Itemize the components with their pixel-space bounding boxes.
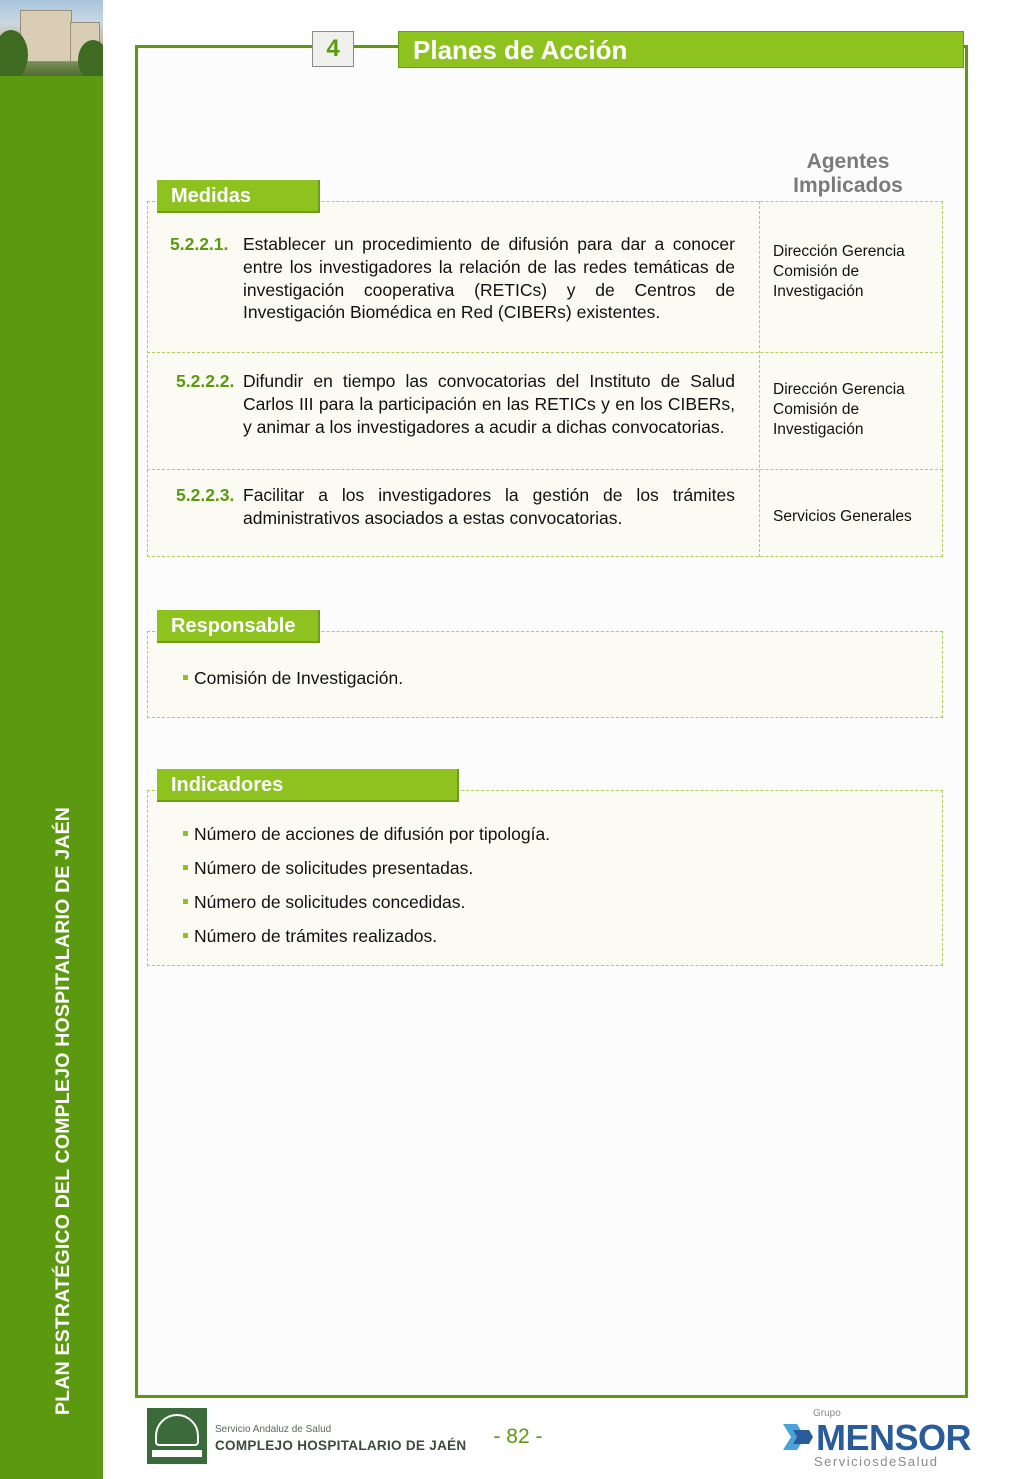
mensor-emblem-icon [783, 1422, 813, 1452]
medidas-row-divider [147, 352, 943, 353]
agente-item: Comisión de Investigación [773, 263, 864, 300]
indicadores-tab: Indicadores [157, 769, 459, 802]
indicador-item: Número de acciones de difusión por tipología. [183, 817, 550, 851]
medidas-column-divider [759, 201, 760, 557]
medida-text: Facilitar a los investigadores la gestión de los trámites administrativos asociados a estas convocatorias. [243, 485, 735, 528]
agente-list [773, 380, 938, 440]
grupo-label: Grupo [813, 1408, 841, 1419]
medidas-row-divider [147, 469, 943, 470]
medida-text: Difundir en tiempo las convocatorias del Instituto de Salud Carlos III para la participación en las RETICs y en los CIBERs, y animar a los investigadores a acudir a dichas convocatorias. [243, 371, 735, 437]
document-vertical-title: PLAN ESTRATÉGICO DEL COMPLEJO HOSPITALARIO DE JAÉN [52, 806, 74, 1415]
hospital-photo [0, 0, 103, 76]
chapter-number: 4 [312, 31, 354, 67]
medida-item [176, 370, 735, 438]
sidebar [0, 0, 103, 1479]
medida-item [170, 233, 735, 324]
chj-label: COMPLEJO HOSPITALARIO DE JAÉN [215, 1438, 467, 1453]
bullet-square-icon [183, 675, 188, 680]
agentes-implicados-header: Agentes Implicados [793, 150, 903, 197]
bullet-square-icon [183, 899, 188, 904]
medida-item [176, 484, 735, 530]
medida-code: 5.2.2.1. [170, 234, 229, 254]
agente-list [773, 242, 938, 302]
bullet-square-icon [183, 865, 188, 870]
chapter-title: Planes de Acción [398, 31, 964, 68]
responsable-tab: Responsable [157, 610, 320, 643]
indicadores-list [183, 817, 550, 953]
responsable-item: Comisión de Investigación. [183, 668, 403, 689]
servicios-salud-label: ServiciosdeSalud [814, 1454, 939, 1469]
responsable-list [183, 668, 403, 689]
agente-item: Dirección Gerencia [773, 381, 905, 398]
agente-list [773, 507, 938, 527]
mensor-label: MENSOR [816, 1417, 972, 1458]
sas-label: Servicio Andaluz de Salud [215, 1424, 332, 1435]
bullet-square-icon [183, 831, 188, 836]
medidas-tab: Medidas [157, 180, 320, 213]
indicador-item: Número de trámites realizados. [183, 919, 550, 953]
indicador-item: Número de solicitudes concedidas. [183, 885, 550, 919]
medida-text: Establecer un procedimiento de difusión para dar a conocer entre los investigadores la relación de las redes temáticas de investigación cooperativa (RETICs) y de Centros de Investigación Biomédica en Red (CIBERs) existentes. [243, 234, 735, 323]
bullet-square-icon [183, 933, 188, 938]
indicador-item: Número de solicitudes presentadas. [183, 851, 550, 885]
junta-emblem-icon [147, 1408, 207, 1464]
agente-item: Comisión de Investigación [773, 401, 864, 438]
medida-code: 5.2.2.2. [176, 371, 235, 391]
agente-item: Dirección Gerencia [773, 243, 905, 260]
page-number: - 82 - [493, 1425, 543, 1448]
agente-item: Servicios Generales [773, 508, 912, 525]
medida-code: 5.2.2.3. [176, 485, 235, 505]
junta-andalucia-logo [147, 1408, 467, 1464]
mensor-logo [780, 1408, 972, 1470]
